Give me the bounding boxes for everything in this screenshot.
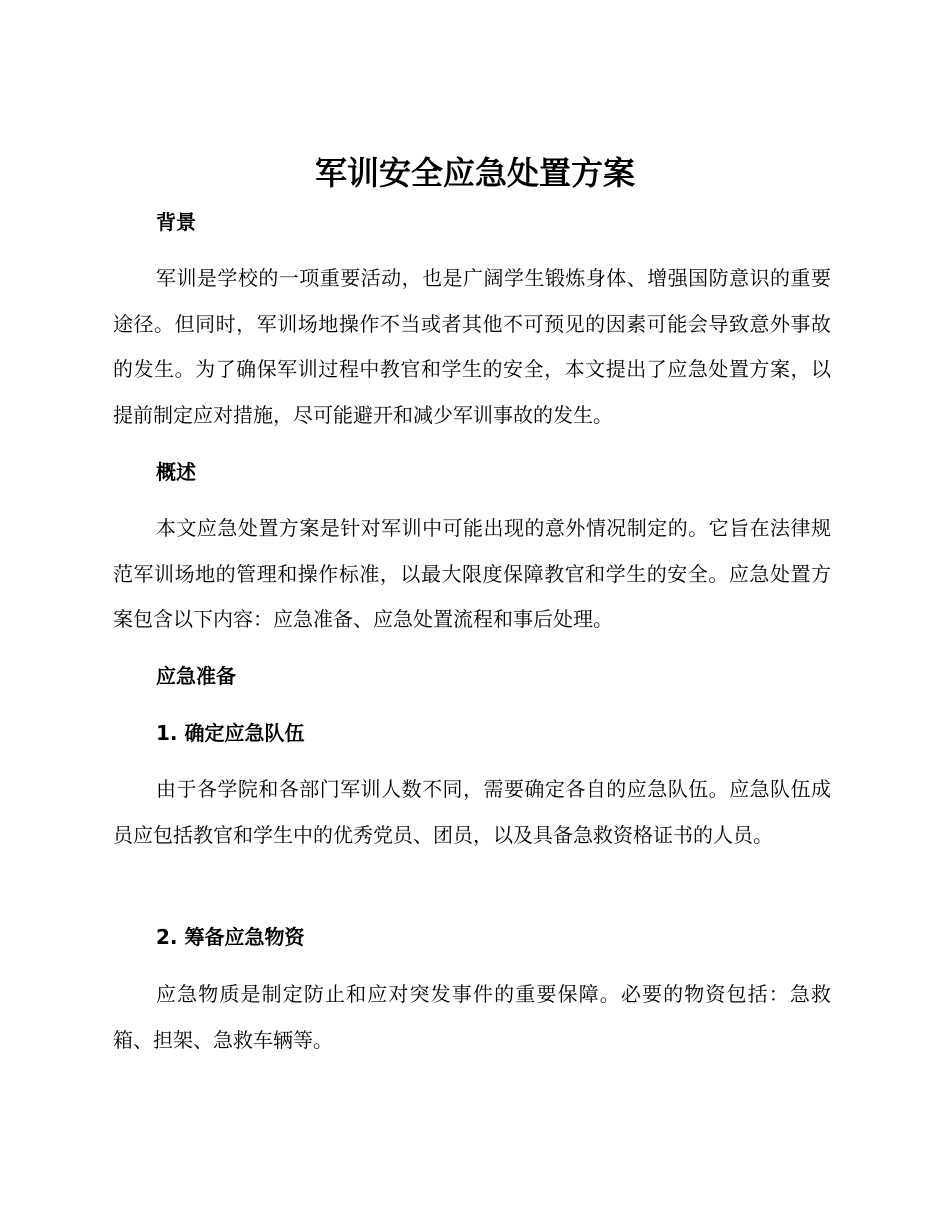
section-heading-supplies: 2. 筹备应急物资 [156, 925, 305, 949]
section-heading-team: 1. 确定应急队伍 [156, 721, 305, 745]
paragraph-background: 军训是学校的一项重要活动，也是广阔学生锻炼身体、增强国防意识的重要途径。但同时，军训场地操作不当或者其他不可预见的因素可能会导致意外事故的发生。为了确保军训过程中教官和学生的安全，本文提出了应急处置方案，以提前制定应对措施，尽可能避开和减少军训事故的发生。 [113, 266, 831, 427]
paragraph-overview: 本文应急处置方案是针对军训中可能出现的意外情况制定的。它旨在法律规范军训场地的管理和操作标准，以最大限度保障教官和学生的安全。应急处置方案包含以下内容：应急准备、应急处置流程和事后处理。 [113, 516, 831, 631]
paragraph-supplies: 应急物质是制定防止和应对突发事件的重要保障。必要的物资包括：急救箱、担架、急救车辆等。 [113, 982, 831, 1052]
section-heading-background: 背景 [156, 210, 196, 234]
section-heading-emergency-preparation: 应急准备 [156, 664, 236, 688]
paragraph-team: 由于各学院和各部门军训人数不同，需要确定各自的应急队伍。应急队伍成员应包括教官和学生中的优秀党员、团员，以及具备急救资格证书的人员。 [113, 777, 831, 847]
document-title: 军训安全应急处置方案 [314, 154, 635, 192]
section-heading-overview: 概述 [156, 460, 196, 484]
